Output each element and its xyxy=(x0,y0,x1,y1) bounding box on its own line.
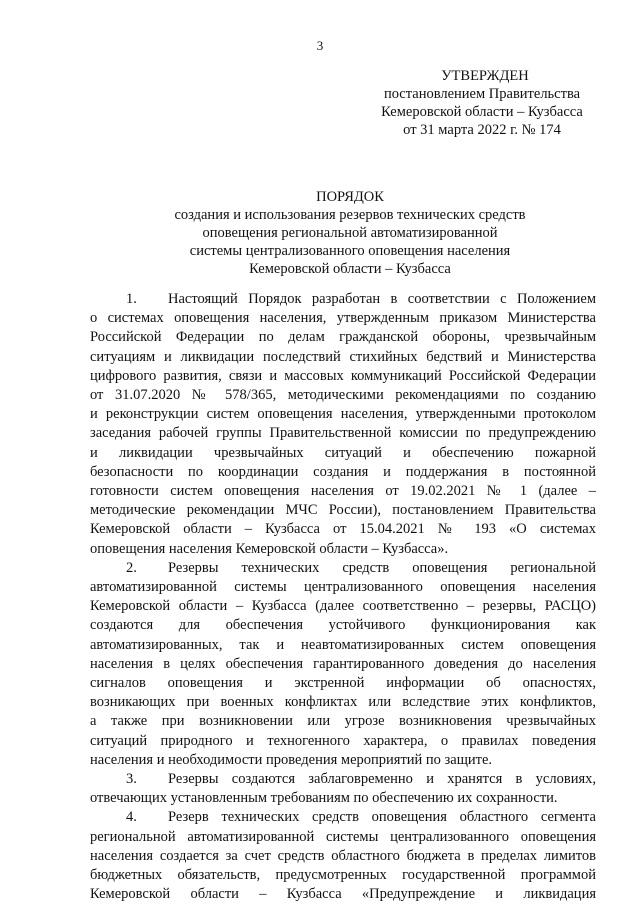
paragraph-line: Кемеровской области – Кузбасса от 15.04.2021 № 193 «О системах xyxy=(90,521,596,538)
document-subtitle-line: Кемеровской области – Кузбасса xyxy=(249,261,451,277)
paragraph-line: населения и необходимости проведения мероприятий по защите. xyxy=(90,751,493,768)
paragraph-line: создаются для обеспечения устойчивого функционирования как xyxy=(90,617,596,634)
paragraph-line: от 31.07.2020 № 578/365, методическими рекомендациями по созданию xyxy=(90,387,596,404)
paragraph-line: сигналов оповещения и экстренной информации об опасностях, xyxy=(90,675,596,692)
paragraph-line: готовности систем оповещения населения от 19.02.2021 № 1 (далее – xyxy=(90,483,596,500)
document-subtitle-line: оповещения региональной автоматизированной xyxy=(202,225,498,241)
paragraph-line: методические рекомендации МЧС России), постановлением Правительства xyxy=(90,502,596,519)
paragraph-line: и реконструкции систем оповещения населения, утвержденными протоколом xyxy=(90,406,596,423)
paragraph-4 xyxy=(90,808,596,904)
paragraph-line: Кемеровской области – Кузбасса «Предупреждение и ликвидация xyxy=(90,886,596,903)
approval-line: от 31 марта 2022 г. № 174 xyxy=(403,122,561,138)
paragraph-line: безопасности по координации создания и поддержания в постоянной xyxy=(90,463,596,480)
approval-line: Кемеровской области – Кузбасса xyxy=(381,104,583,120)
paragraph-line: Российской Федерации по делам гражданской обороны, чрезвычайным xyxy=(90,329,596,346)
document-title: ПОРЯДОК xyxy=(316,189,384,205)
paragraph-line: ситуациям и ликвидации последствий стихийных бедствий и Министерства xyxy=(90,348,596,365)
paragraph-3 xyxy=(90,770,596,808)
paragraph-line: Кемеровской области – Кузбасса (далее соответственно – резервы, РАСЦО) xyxy=(90,598,596,615)
paragraph-line xyxy=(90,808,596,827)
paragraph-line xyxy=(90,770,596,789)
paragraph-line: и ликвидации чрезвычайных ситуаций и обеспечению пожарной xyxy=(90,444,596,461)
paragraph-number: 3. xyxy=(126,771,137,788)
page-number: 3 xyxy=(316,38,324,53)
paragraph-line: автоматизированных, так и неавтоматизированных систем оповещения xyxy=(90,636,596,653)
paragraph-line: региональной автоматизированной системы централизованного оповещения xyxy=(90,828,596,845)
paragraph-line: цифрового развития, связи и массовых коммуникаций Российской Федерации xyxy=(90,367,596,384)
paragraph-number: 2. xyxy=(126,559,137,576)
document-subtitle-line: создания и использования резервов технических средств xyxy=(174,207,526,223)
paragraph-line: а также при возникновении или угрозе возникновения чрезвычайных xyxy=(90,713,596,730)
paragraph-text: Резервы технических средств оповещения региональной xyxy=(168,559,596,576)
paragraph-1 xyxy=(90,290,596,559)
paragraph-text: Настоящий Порядок разработан в соответствии с Положением xyxy=(168,291,596,307)
paragraph-line xyxy=(90,559,596,578)
paragraph-line: населения создается за счет средств областного бюджета в пределах лимитов xyxy=(90,847,596,864)
approval-title: УТВЕРЖДЕН xyxy=(441,68,529,84)
paragraph-line xyxy=(90,290,596,309)
paragraph-line: заседания рабочей группы Правительственной комиссии по предупреждению xyxy=(90,425,596,442)
document-subtitle-line: системы централизованного оповещения населения xyxy=(189,243,511,259)
approval-block xyxy=(373,67,591,139)
paragraph-text: Резервы создаются заблаговременно и хранятся в условиях, xyxy=(168,771,596,788)
paragraph-line: бюджетных обязательств, предусмотренных государственной программой xyxy=(90,867,596,884)
paragraph-line: автоматизированной системы централизованного оповещения населения xyxy=(90,579,596,596)
paragraph-line: возникающих при военных конфликтах или вследствие этих конфликтов, xyxy=(90,694,596,711)
paragraph-line: о системах оповещения населения, утвержденным приказом Министерства xyxy=(90,310,596,327)
paragraph-line: ситуаций природного и техногенного характера, о правилах поведения xyxy=(90,732,596,749)
paragraph-line: оповещения населения Кемеровской области – Кузбасса». xyxy=(90,540,449,557)
document-heading xyxy=(90,188,610,278)
paragraph-line: отвечающих установленным требованиям по обеспечению их сохранности. xyxy=(90,790,558,807)
approval-line: постановлением Правительства xyxy=(383,86,581,102)
paragraph-line: населения в целях обеспечения гарантированного доведения до населения xyxy=(90,655,596,672)
paragraph-text: Резерв технических средств оповещения областного сегмента xyxy=(168,809,596,826)
paragraph-2 xyxy=(90,559,596,770)
paragraph-number: 4. xyxy=(126,809,137,826)
document-body xyxy=(90,290,596,905)
paragraph-number: 1. xyxy=(126,291,137,307)
